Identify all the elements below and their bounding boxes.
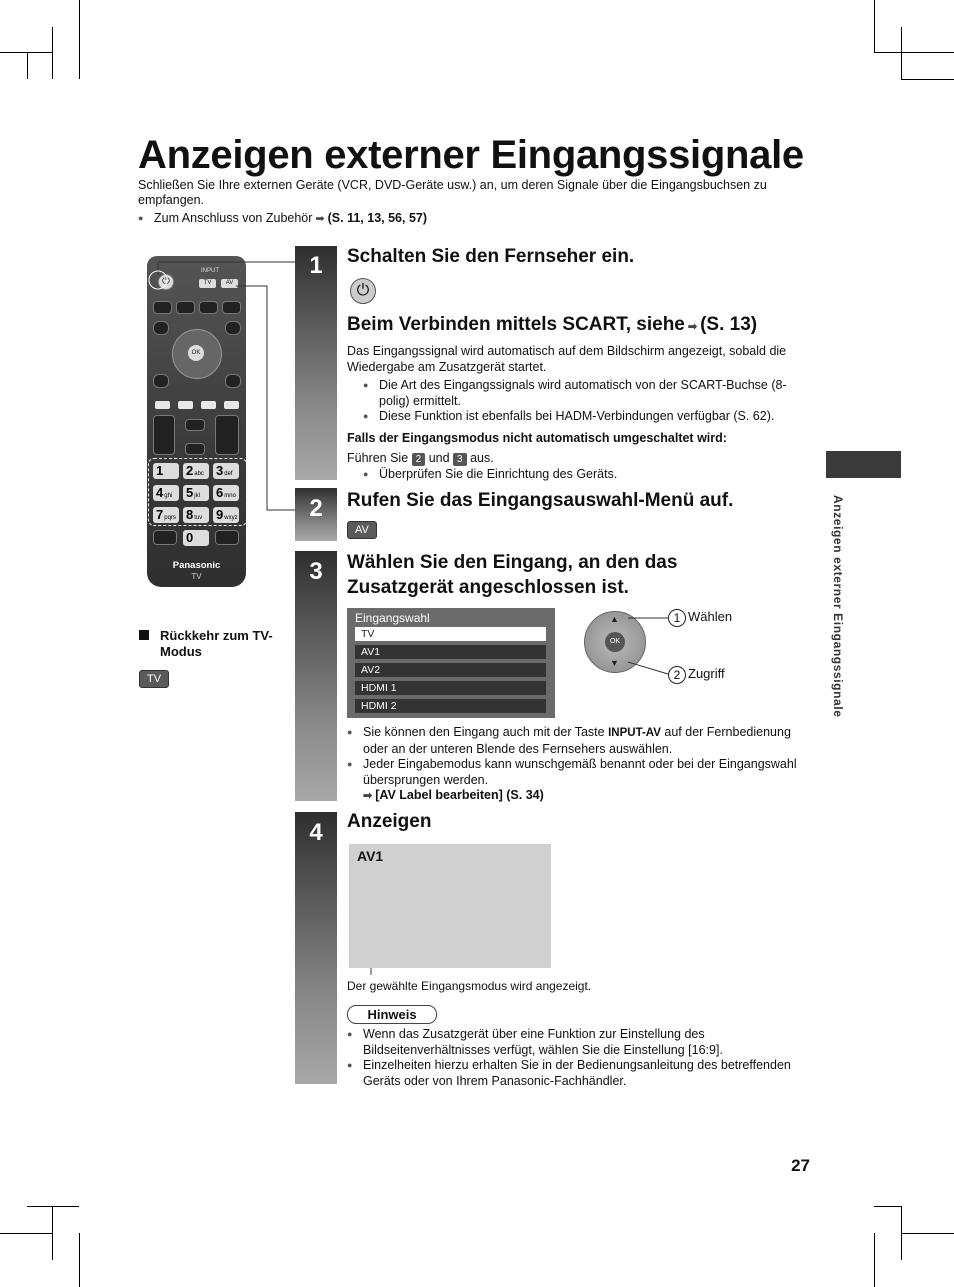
step3-bullet: ● Jeder Eingabemodus kann wunschgemäß benannt oder bei der Eingangswahl übersprungen werden. — [347, 757, 802, 788]
number-key-letters: ghi — [164, 493, 173, 499]
arrow-icon: ➡ — [687, 321, 698, 333]
power-icon: ⏻ — [356, 282, 370, 299]
number-key-digit: 8 — [186, 507, 194, 522]
menu-item-av2[interactable]: AV2 — [355, 663, 546, 677]
number-key-digit: 1 — [156, 463, 164, 478]
brand-sub: TV — [191, 572, 202, 581]
scart-heading — [347, 313, 757, 339]
menu-item-tv[interactable]: TV — [355, 627, 546, 641]
fallback-pre: Führen Sie — [347, 451, 409, 465]
step1-heading: Schalten Sie den Fernseher ein. — [347, 246, 635, 267]
step3-bar — [295, 551, 337, 801]
step1-bar — [295, 246, 337, 480]
fallback-heading: Falls der Eingangsmodus nicht automatisch umgeschaltet wird: — [347, 430, 727, 445]
arrow-icon: ➡ — [363, 790, 373, 802]
step3-number: 3 — [309, 558, 323, 585]
input-selection-menu — [347, 608, 555, 718]
note-item: ● Wenn das Zusatzgerät über eine Funktion zur Einstellung des Bildseitenverhältnisses verfügt, wählen Sie die Einstellung [16:9]. — [347, 1027, 819, 1058]
number-key-digit: 7 — [156, 507, 164, 522]
access-number-icon: 2 — [668, 666, 686, 684]
access-label: Zugriff — [688, 666, 725, 681]
intro-ref-link[interactable]: (S. 11, 13, 56, 57) — [327, 211, 428, 225]
ok-key: OK — [188, 345, 204, 361]
step1-bullet: ● Die Art des Eingangssignals wird automatisch von der SCART-Buchse (8-polig) ermittelt. — [363, 378, 817, 409]
number-key-digit: 6 — [216, 485, 224, 500]
number-key-letters: wxyz — [224, 515, 238, 521]
scart-heading-text: Beim Verbinden mittels SCART, siehe — [347, 314, 685, 335]
number-key-letters: jkl — [194, 493, 200, 499]
step1-number: 1 — [309, 252, 323, 279]
page-title: Anzeigen externer Eingangssignale — [138, 133, 804, 177]
down-arrow-icon: ▼ — [610, 658, 619, 668]
intro-bullet-text: Zum Anschluss von Zubehör — [154, 211, 313, 225]
step1-bullet: ● Diese Funktion ist ebenfalls bei HADM-Verbindungen verfügbar (S. 62). — [363, 409, 817, 425]
input-av-key-label: INPUT-AV — [608, 727, 661, 739]
number-key-digit: 2 — [186, 463, 194, 478]
arrow-icon: ➡ — [315, 213, 325, 225]
av-key: AV — [221, 279, 238, 288]
brand-logo: Panasonic — [172, 560, 221, 571]
screen-input-label: AV1 — [357, 848, 384, 864]
step4-number: 4 — [309, 819, 323, 846]
number-key-digit: 3 — [216, 463, 224, 478]
menu-item-hdmi1[interactable]: HDMI 1 — [355, 681, 546, 695]
select-label: Wählen — [688, 609, 733, 624]
note-item: ● Einzelheiten hierzu erhalten Sie in der Bedienungsanleitung des betreffenden Geräts oder von Ihrem Panasonic-Fachhändler. — [347, 1058, 819, 1089]
menu-item-hdmi2[interactable]: HDMI 2 — [355, 699, 546, 713]
fallback-mid: und — [428, 451, 450, 465]
number-key-letters: mno — [224, 493, 236, 499]
tv-screen-illustration — [349, 844, 551, 968]
av-label-ref[interactable] — [347, 788, 802, 805]
av-label-ref-text: [AV Label bearbeiten] (S. 34) — [375, 788, 544, 802]
step3-heading-line2: Zusatzgerät angeschlossen ist. — [347, 577, 629, 598]
ok-key: OK — [605, 632, 625, 652]
side-label: Anzeigen externer Eingangssignale — [831, 495, 845, 718]
notes — [347, 1027, 819, 1089]
tv-key: TV — [199, 279, 216, 288]
number-key-letters: pqrs — [164, 515, 176, 521]
step2-bar — [295, 488, 337, 541]
step3-bullet-text: Sie können den Eingang auch mit der Taste — [363, 725, 605, 739]
step2-number: 2 — [309, 495, 323, 522]
menu-item-av1[interactable]: AV1 — [355, 645, 546, 659]
step2-heading: Rufen Sie das Eingangsauswahl-Menü auf. — [347, 490, 734, 511]
number-key-digit: 5 — [186, 485, 194, 500]
fallback-bullet: ● Überprüfen Sie die Einrichtung des Geräts. — [363, 467, 817, 483]
step-chip: 3 — [453, 453, 467, 466]
number-key-digit: 9 — [216, 507, 224, 522]
number-key-letters: def — [224, 471, 233, 477]
power-button[interactable] — [350, 278, 376, 304]
step3-bullet-text: auf der Fernbedienung oder an der unteren Blende des Fernsehers auswählen. — [363, 725, 791, 756]
screen-caption: Der gewählte Eingangsmodus wird angezeigt. — [347, 979, 592, 993]
step-chip: 2 — [412, 453, 426, 466]
input-label: INPUT — [201, 268, 219, 274]
number-key-letters: tuv — [194, 515, 203, 521]
power-icon: ⏻ — [158, 274, 174, 290]
page-number: 27 — [791, 1156, 810, 1175]
step3-bullet — [347, 725, 802, 757]
step3-heading-line1: Wählen Sie den Eingang, an den das — [347, 552, 678, 573]
step3-notes — [347, 725, 802, 805]
step4-heading: Anzeigen — [347, 811, 432, 832]
tv-button[interactable]: TV — [139, 670, 169, 688]
fallback-text — [347, 451, 817, 467]
av-button[interactable]: AV — [347, 521, 377, 539]
step1-text: Das Eingangssignal wird automatisch auf dem Bildschirm angezeigt, sobald die Wiedergabe am Zusatzgerät startet. — [347, 344, 787, 374]
number-key-digit: 0 — [186, 530, 194, 545]
number-key-digit: 4 — [156, 485, 164, 500]
menu-title: Eingangswahl — [355, 611, 430, 625]
up-arrow-icon: ▲ — [610, 614, 619, 624]
step1-body — [347, 344, 817, 482]
scart-ref-link[interactable]: (S. 13) — [700, 314, 758, 335]
return-tv-label: Rückkehr zum TV-Modus — [160, 628, 273, 659]
chapter-tab — [826, 451, 901, 478]
note-title: Hinweis — [347, 1005, 437, 1024]
step4-bar — [295, 812, 337, 1084]
number-key-letters: abc — [194, 471, 204, 477]
intro-text: Schließen Sie Ihre externen Geräte (VCR, DVD-Geräte usw.) an, um deren Signale über die Eingangsbuchsen zu empfangen. — [138, 178, 767, 207]
square-bullet-icon — [139, 630, 149, 640]
fallback-post: aus. — [470, 451, 494, 465]
select-number-icon: 1 — [668, 609, 686, 627]
